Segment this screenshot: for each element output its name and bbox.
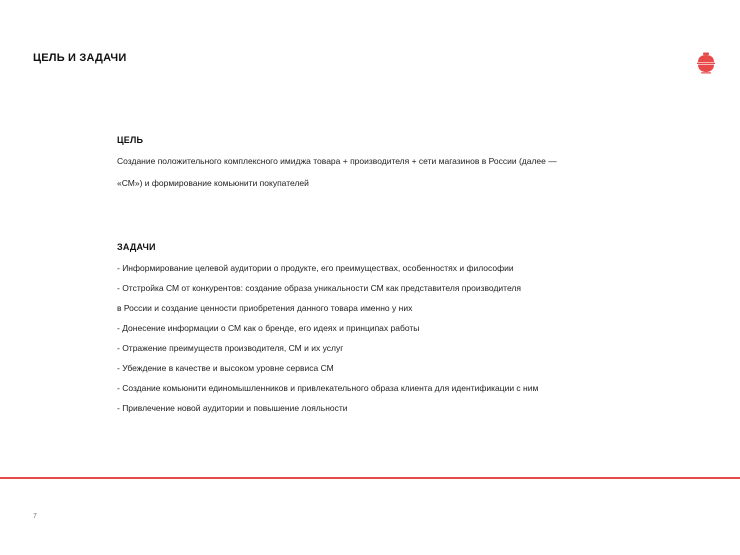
task-item: - Отражение преимуществ производителя, СМ и их услуг bbox=[117, 343, 344, 353]
task-item: - Привлечение новой аудитории и повышение лояльности bbox=[117, 403, 348, 413]
page-number: 7 bbox=[33, 513, 37, 520]
content-area bbox=[117, 134, 637, 414]
task-item: - Создание комьюнити единомышленников и привлекательного образа клиента для идентификации с ним bbox=[117, 383, 539, 393]
footer-divider bbox=[0, 477, 740, 479]
task-item: в России и создание ценности приобретения данного товара именно у них bbox=[117, 303, 413, 313]
task-item: - Информирование целевой аудитории о продукте, его преимуществах, особенностях и философии bbox=[117, 263, 514, 273]
task-item: - Донесение информации о СМ как о бренде, его идеях и принципах работы bbox=[117, 323, 420, 333]
goal-text-line: Создание положительного комплексного имиджа товара + производителя + сети магазинов в России (далее — bbox=[117, 156, 557, 166]
tasks-section bbox=[117, 241, 637, 414]
goal-section bbox=[117, 134, 637, 189]
tasks-heading: ЗАДАЧИ bbox=[117, 242, 156, 252]
tasks-list bbox=[117, 263, 637, 414]
goal-heading: ЦЕЛЬ bbox=[117, 135, 144, 145]
task-item: - Отстройка СМ от конкурентов: создание образа уникальности СМ как представителя производителя bbox=[117, 283, 521, 293]
egg-grill-logo-icon bbox=[694, 51, 718, 75]
task-item: - Убеждение в качестве и высоком уровне сервиса СМ bbox=[117, 363, 334, 373]
slide-title: ЦЕЛЬ И ЗАДАЧИ bbox=[33, 52, 127, 64]
goal-text-line: «СМ») и формирование комьюнити покупателей bbox=[117, 178, 309, 188]
